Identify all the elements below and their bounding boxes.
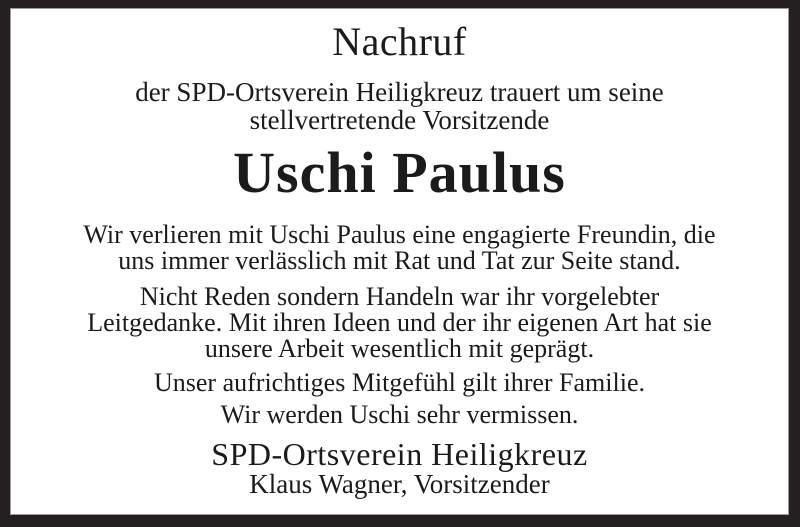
intro-line: der SPD-Ortsverein Heiligkreuz trauert um seine	[135, 77, 664, 107]
paragraph-line: unsere Arbeit wesentlich mit geprägt.	[204, 334, 595, 363]
paragraph-line: uns immer verlässlich mit Rat und Tat zur Seite stand.	[118, 246, 681, 275]
organization-name: SPD-Ortsverein Heiligkreuz	[211, 436, 588, 472]
body-paragraph	[83, 222, 715, 274]
obituary-notice	[10, 8, 789, 515]
paragraph-line: Wir verlieren mit Uschi Paulus eine engagierte Freundin, die	[83, 220, 716, 249]
intro-line: stellvertretende Vorsitzende	[249, 105, 550, 135]
paragraph-line: Leitgedanke. Mit ihren Ideen und der ihr eigenen Art hat sie	[87, 308, 712, 337]
notice-title: Nachruf	[332, 19, 467, 64]
signatory-name: Klaus Wagner, Vorsitzender	[249, 469, 550, 499]
paragraph-line: Unser aufrichtiges Mitgefühl gilt ihrer Familie.	[154, 368, 645, 397]
notice-intro	[135, 78, 664, 134]
body-paragraph	[154, 370, 645, 396]
paragraph-line: Nicht Reden sondern Handeln war ihr vorgelebter	[139, 282, 660, 311]
deceased-name: Uschi Paulus	[233, 140, 566, 205]
paragraph-line: Wir werden Uschi sehr vermissen.	[220, 400, 579, 429]
body-paragraph	[87, 284, 712, 362]
body-paragraph	[221, 402, 579, 428]
